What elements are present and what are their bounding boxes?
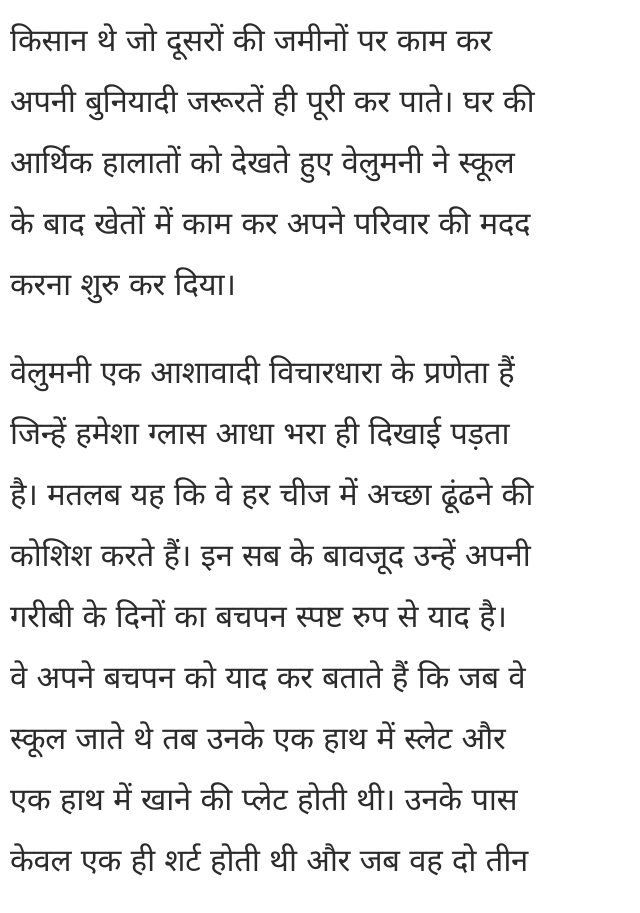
text-line: है। मतलब यह कि वे हर चीज में अच्छा ढूंढने की xyxy=(10,477,534,513)
text-line: आर्थिक हालातों को देखते हुए वेलुमनी ने स्कूल xyxy=(10,145,515,181)
text-line: कोशिश करते हैं। इन सब के बावजूद उन्हें अपनी xyxy=(10,538,531,574)
text-line: स्कूल जाते थे तब उनके एक हाथ में स्लेट और xyxy=(10,721,506,757)
article-paragraph-2 xyxy=(10,343,635,892)
text-line: वे अपने बचपन को याद कर बताते हैं कि जब वे xyxy=(10,660,526,696)
text-line: अपनी बुनियादी जरूरतें ही पूरी कर पाते। घर की xyxy=(10,84,535,120)
text-line: जिन्हें हमेशा ग्लास आधा भरा ही दिखाई पड़ता xyxy=(10,416,510,452)
text-line: वेलुमनी एक आशावादी विचारधारा के प्रणेता हैं xyxy=(10,355,515,391)
text-line: गरीबी के दिनों का बचपन स्पष्ट रुप से याद है। xyxy=(10,599,507,635)
text-line: केवल एक ही शर्ट होती थी और जब वह दो तीन xyxy=(10,843,528,879)
article-paragraph-1 xyxy=(10,11,635,316)
article-body xyxy=(10,0,635,892)
text-line: के बाद खेतों में काम कर अपने परिवार की मदद xyxy=(10,206,531,242)
text-line: किसान थे जो दूसरों की जमीनों पर काम कर xyxy=(10,23,492,59)
text-line: करना शुरु कर दिया। xyxy=(10,267,236,303)
text-line: एक हाथ में खाने की प्लेट होती थी। उनके पास xyxy=(10,782,518,818)
